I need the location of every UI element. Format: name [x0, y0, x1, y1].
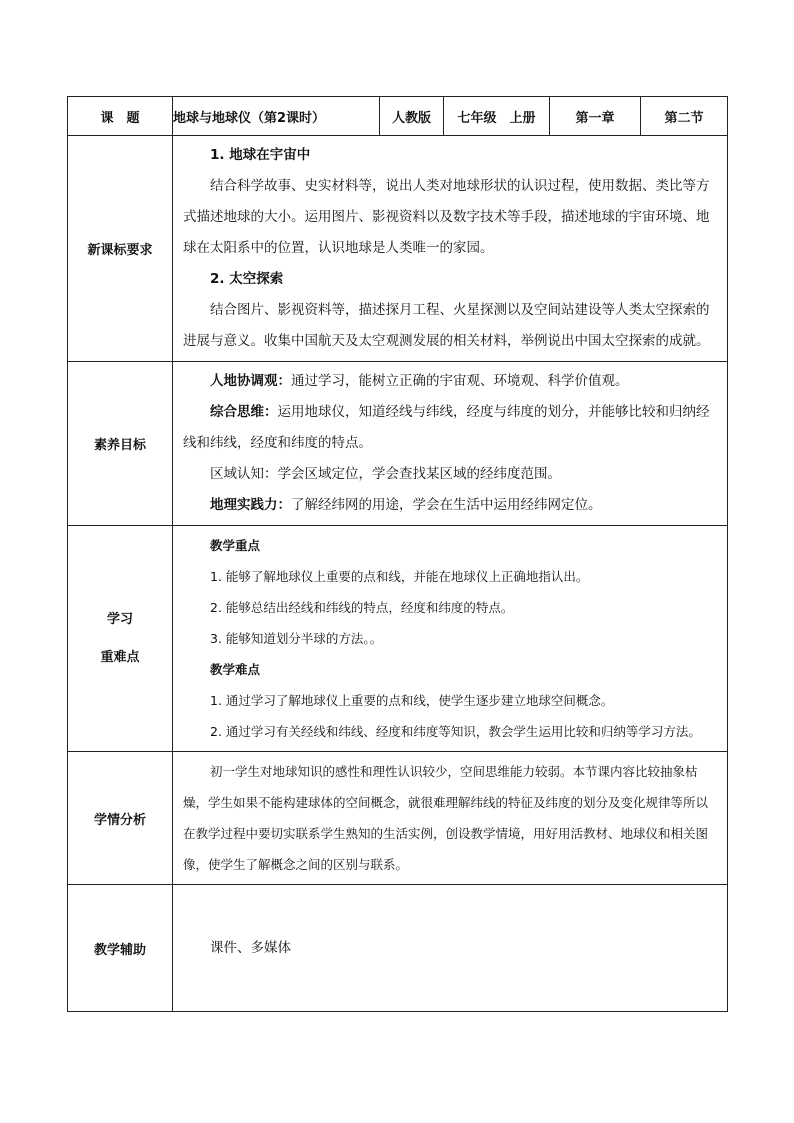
curriculum-text-1: 结合科学故事、史实材料等，说出人类对地球形状的认识过程，使用数据、类比等方式描述地球的大小。运用图片、影视资料以及数字技术等手段，描述地球的宇宙环境、地球在太阳系中的位置，认识地球是人类唯一的家园。 [183, 178, 710, 256]
literacy-text: 运用地球仪，知道经线与纬线，经度与纬度的划分，并能够比较和归纳经线和纬线，经度和纬度的特点。 [183, 404, 710, 451]
literacy-content [173, 362, 728, 526]
analysis-label: 学情分析 [68, 752, 173, 885]
literacy-text: 了解经纬网的用途，学会在生活中运用经纬网定位。 [291, 497, 602, 513]
literacy-item-4 [183, 490, 719, 521]
literacy-label: 素养目标 [68, 362, 173, 526]
key-points-label-line-2: 重难点 [100, 649, 140, 665]
analysis-content [173, 752, 728, 885]
analysis-text: 初一学生对地球知识的感性和理性认识较少，空间思维能力较弱。本节课内容比较抽象枯燥，学生如果不能构建球体的空间概念，就很难理解纬线的特征及纬度的划分及变化规律等所以在教学过程中要切实联系学生熟知的生活实例，创设教学情境，用好用活教材、地球仪和相关图像，使学生了解概念之间的区别与联系。 [183, 764, 709, 872]
literacy-term: 人地协调观： [210, 373, 291, 389]
aids-label: 教学辅助 [68, 885, 173, 1012]
publisher: 人教版 [380, 97, 444, 136]
curriculum-text-2: 结合图片、影视资料等，描述探月工程、火星探测以及空间站建设等人类太空探索的进展与意义。收集中国航天及太空观测发展的相关材料，举例说出中国太空探索的成就。 [183, 302, 710, 349]
literacy-term: 地理实践力： [210, 497, 291, 513]
literacy-text: 通过学习，能树立正确的宇宙观、环境观、科学价值观。 [291, 373, 629, 389]
literacy-term: 综合思维： [210, 404, 278, 420]
difficulty-heading: 教学难点 [210, 662, 261, 677]
literacy-text: 学会区域定位，学会查找某区域的经纬度范围。 [277, 466, 561, 482]
curriculum-heading-1: 1. 地球在宇宙中 [210, 147, 311, 163]
focus-heading: 教学重点 [210, 538, 261, 553]
header-row [68, 97, 728, 136]
key-points-label [68, 526, 173, 752]
curriculum-row [68, 136, 728, 362]
aids-row [68, 885, 728, 1012]
chapter: 第一章 [550, 97, 641, 136]
aids-content [173, 885, 728, 1012]
curriculum-heading-2: 2. 太空探索 [210, 271, 284, 287]
lesson-plan-table [67, 96, 728, 1012]
literacy-item-2 [183, 397, 719, 459]
literacy-term: 区域认知： [210, 466, 278, 482]
literacy-row [68, 362, 728, 526]
literacy-item-1 [183, 366, 719, 397]
key-points-label-line-1: 学习 [106, 611, 133, 627]
curriculum-label: 新课标要求 [68, 136, 173, 362]
lesson-title: 地球与地球仪（第2课时） [173, 97, 380, 136]
curriculum-content [173, 136, 728, 362]
focus-item-2: 2. 能够总结出经线和纬线的特点，经度和纬度的特点。 [210, 600, 514, 615]
analysis-row [68, 752, 728, 885]
section: 第二节 [641, 97, 728, 136]
grade: 七年级 上册 [444, 97, 550, 136]
difficulty-item-2: 2. 通过学习有关经线和纬线、经度和纬度等知识，教会学生运用比较和归纳等学习方法。 [210, 724, 701, 739]
key-points-row [68, 526, 728, 752]
topic-label: 课 题 [68, 97, 173, 136]
focus-item-1: 1. 能够了解地球仪上重要的点和线，并能在地球仪上正确地指认出。 [210, 569, 589, 584]
focus-item-3: 3. 能够知道划分半球的方法。。 [210, 631, 383, 646]
difficulty-item-1: 1. 通过学习了解地球仪上重要的点和线，使学生逐步建立地球空间概念。 [210, 693, 614, 708]
key-points-content [173, 526, 728, 752]
literacy-item-3 [183, 459, 719, 490]
aids-text: 课件、多媒体 [210, 939, 291, 956]
